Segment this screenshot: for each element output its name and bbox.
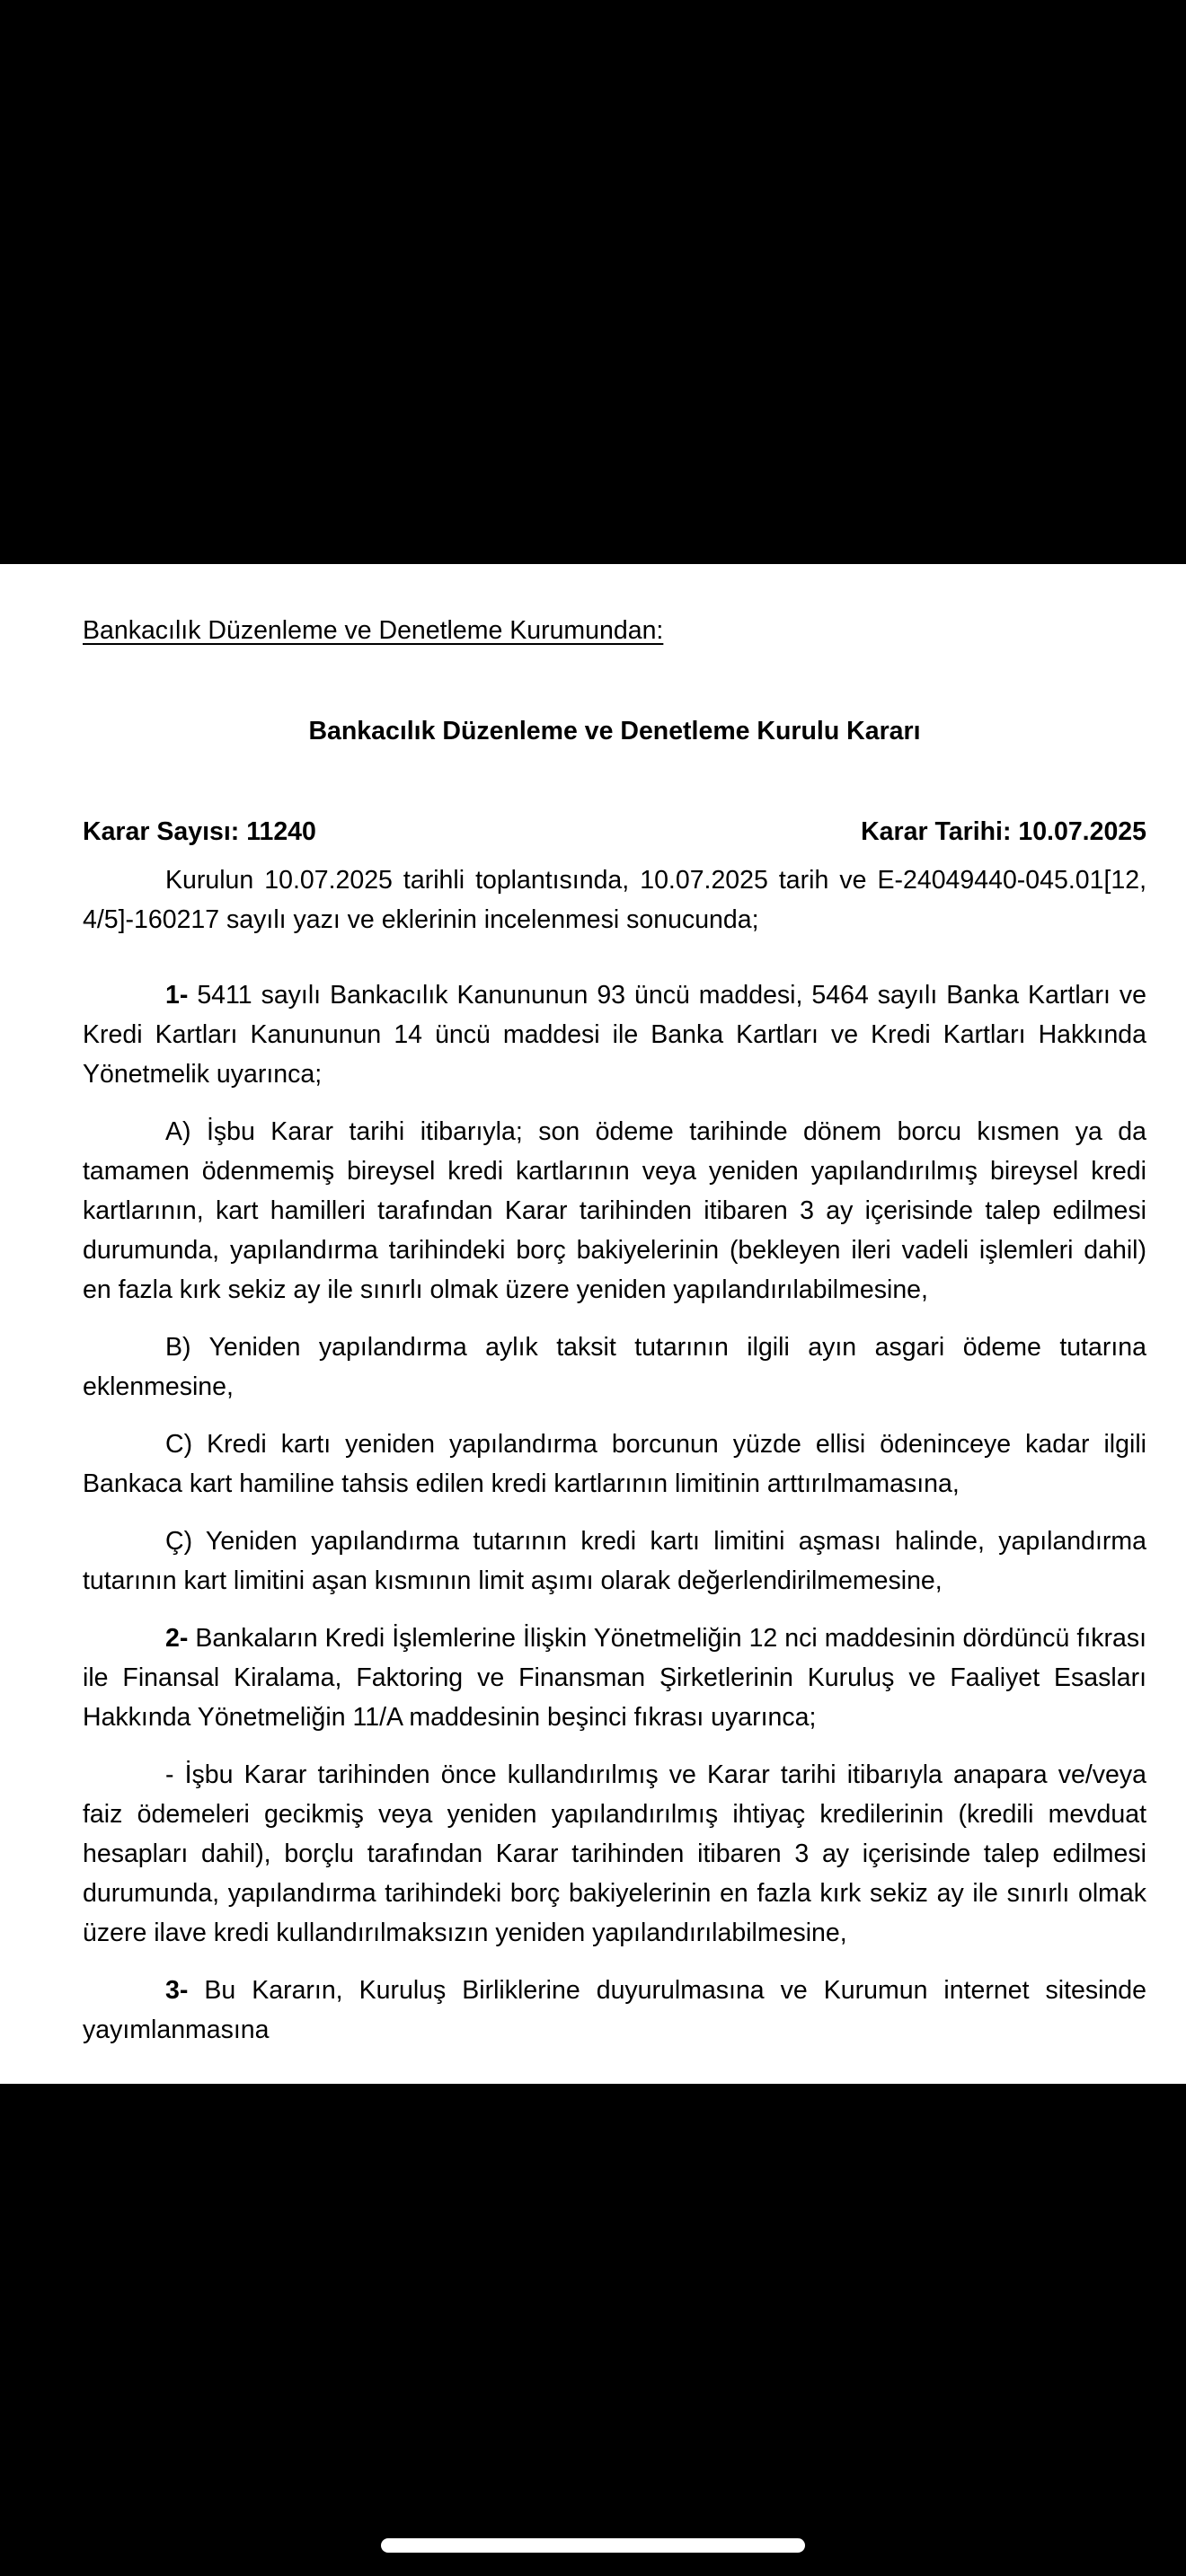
bottom-black-area	[0, 2084, 1186, 2576]
document-page	[0, 564, 1186, 2084]
item-c-cedilla: Ç) Yeniden yapılandırma tutarının kredi kartı limitini aşması halinde, yapılandırma tutarının kart limitini aşan kısmının limit aşımı olarak değerlendirilmemesine,	[83, 1527, 1146, 1595]
article-2-number: 2-	[165, 1624, 189, 1653]
intro-paragraph: Kurulun 10.07.2025 tarihli toplantısında, 10.07.2025 tarih ve E-24049440-045.01[12, 4/5]-160217 sayılı yazı ve eklerinin incelenmesi sonucunda;	[83, 866, 1146, 934]
article-3-text: Bu Kararın, Kuruluş Birliklerine duyurulmasına ve Kurumun internet sitesinde yayımlanmasına	[83, 1976, 1146, 2044]
decision-number: Karar Sayısı: 11240	[83, 817, 316, 846]
article-1-text: 5411 sayılı Bankacılık Kanununun 93 üncü maddesi, 5464 sayılı Banka Kartları ve Kredi Kartları Kanununun 14 üncü maddesi ile Banka Kartları ve Kredi Kartları Hakkında Yönetmelik uyarınca;	[83, 981, 1146, 1089]
article-3	[83, 1971, 1146, 2050]
article-2-text: Bankaların Kredi İşlemlerine İlişkin Yönetmeliğin 12 nci maddesinin dördüncü fıkrası ile Finansal Kiralama, Faktoring ve Finansman Şirketlerinin Kuruluş ve Faaliyet Esasları Hakkında Yönetmeliğin 11/A maddesinin beşinci fıkrası uyarınca;	[83, 1624, 1146, 1732]
top-black-area	[0, 0, 1186, 564]
decision-title: Bankacılık Düzenleme ve Denetleme Kurulu Kararı	[308, 717, 921, 745]
decision-meta	[83, 812, 1146, 851]
item-dash: - İşbu Karar tarihinden önce kullandırılmış ve Karar tarihi itibarıyla anapara ve/veya faiz ödemeleri gecikmiş veya yeniden yapılandırılmış ihtiyaç kredilerinin (kredili mevduat hesapları dahil), borçlu tarafından Karar tarihinden itibaren 3 ay içerisinde talep edilmesi durumunda, yapılandırma tarihindeki borç bakiyelerinin en fazla kırk sekiz ay ile sınırlı olmak üzere ilave kredi kullandırılmaksızın yeniden yapılandırılabilmesine,	[83, 1760, 1146, 1947]
home-indicator[interactable]	[381, 2538, 805, 2553]
decision-date: Karar Tarihi: 10.07.2025	[861, 817, 1146, 846]
article-2	[83, 1619, 1146, 1737]
article-1-number: 1-	[165, 981, 189, 1010]
article-3-number: 3-	[165, 1976, 189, 2005]
item-a: A) İşbu Karar tarihi itibarıyla; son ödeme tarihinde dönem borcu kısmen ya da tamamen ödenmemiş bireysel kredi kartlarının veya yeniden yapılandırılmış bireysel kredi kartlarının, kart hamilleri tarafından Karar tarihinden itibaren 3 ay içerisinde talep edilmesi durumunda, yapılandırma tarihindeki borç bakiyelerinin (bekleyen ileri vadeli işlemleri dahil) en fazla kırk sekiz ay ile sınırlı olmak üzere yeniden yapılandırılabilmesine,	[83, 1117, 1146, 1304]
item-c: C) Kredi kartı yeniden yapılandırma borcunun yüzde ellisi ödeninceye kadar ilgili Bankaca kart hamiline tahsis edilen kredi kartlarının limitinin arttırılmamasına,	[83, 1430, 1146, 1498]
authority-line: Bankacılık Düzenleme ve Denetleme Kurumundan:	[83, 616, 664, 645]
document-body	[83, 611, 1146, 2050]
article-1	[83, 975, 1146, 1094]
item-b: B) Yeniden yapılandırma aylık taksit tutarının ilgili ayın asgari ödeme tutarına eklenmesine,	[83, 1333, 1146, 1401]
